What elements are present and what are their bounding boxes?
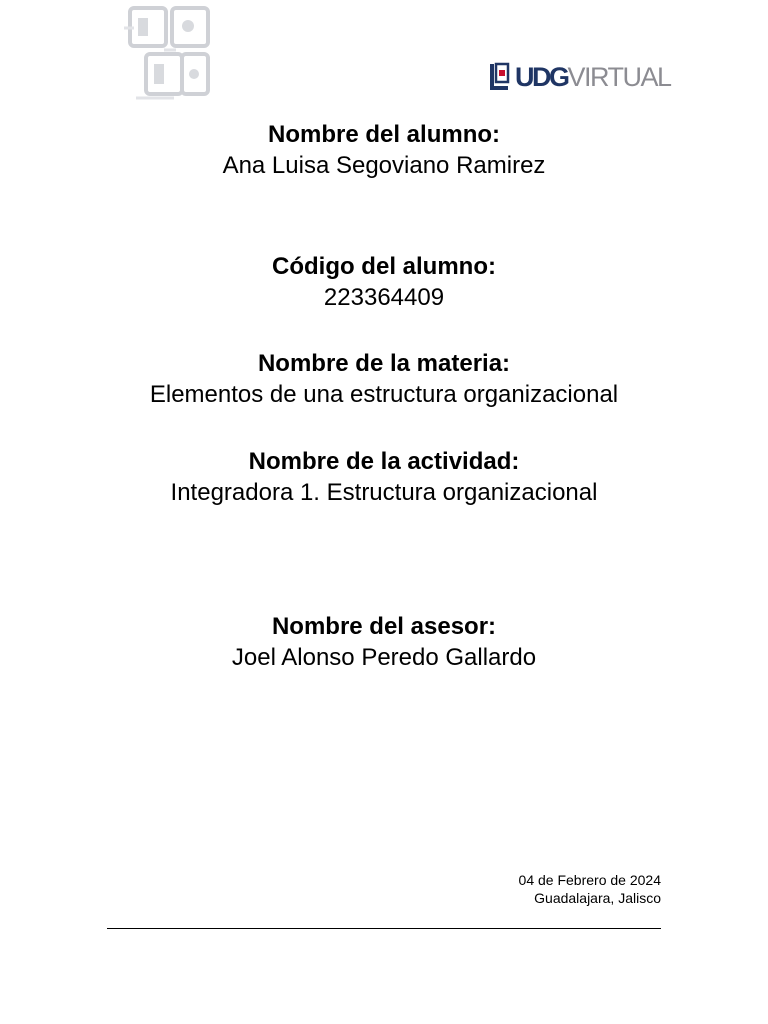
footer-place: Guadalajara, Jalisco	[534, 890, 661, 906]
institution-seal-watermark	[124, 2, 216, 102]
activity-value: Integradora 1. Estructura organizacional	[170, 479, 598, 506]
udg-virtual-logo-icon	[488, 62, 510, 92]
student-name-value: Ana Luisa Segoviano Ramirez	[222, 152, 546, 179]
activity-section	[0, 447, 768, 509]
subject-section	[0, 349, 768, 411]
activity-label: Nombre de la actividad:	[248, 448, 520, 475]
footer-divider	[107, 928, 661, 929]
student-code-section	[0, 252, 768, 314]
logo-text-bold: UDG	[515, 61, 568, 92]
advisor-section	[0, 612, 768, 674]
logo-text-light: VIRTUAL	[567, 61, 671, 92]
student-name-label: Nombre del alumno:	[267, 121, 501, 148]
subject-value: Elementos de una estructura organizacional	[149, 381, 619, 408]
udg-virtual-logo	[488, 60, 671, 94]
logo-wordmark	[515, 61, 671, 92]
subject-label: Nombre de la materia:	[257, 350, 511, 377]
student-code-label: Código del alumno:	[272, 253, 496, 280]
student-code-value: 223364409	[323, 284, 445, 311]
footer-date: 04 de Febrero de 2024	[518, 872, 661, 888]
advisor-label: Nombre del asesor:	[271, 613, 497, 640]
student-name-section	[0, 120, 768, 182]
advisor-value: Joel Alonso Peredo Gallardo	[231, 644, 537, 671]
